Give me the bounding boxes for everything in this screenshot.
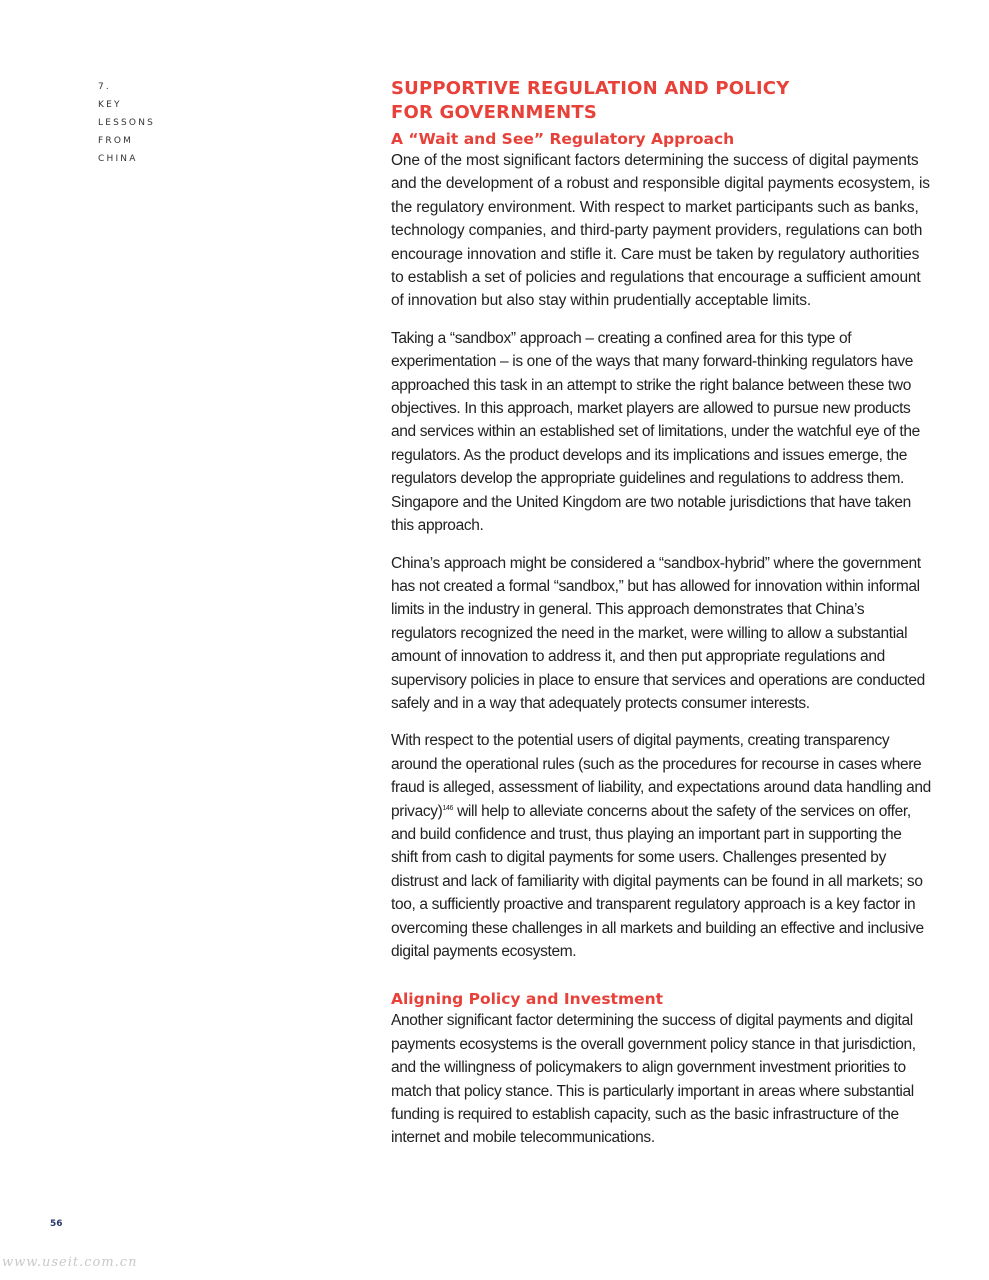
paragraph-text-start: With respect to the potential users of digital payments, creating transparency around the operational rules (such as the procedures for recourse in cases where fraud is alleged, assessment of liability, and expectations around data handling and privacy) [391,732,931,820]
chapter-word-lessons: LESSONS [98,118,156,128]
chapter-word-key: KEY [98,100,122,110]
section-title-line-1: SUPPORTIVE REGULATION AND POLICY [391,78,790,99]
paragraph: China’s approach might be considered a “sandbox-hybrid” where the government has not created a formal “sandbox,” but has allowed for innovation within informal limits in the industry in general. This approach demonstrates that China’s regulators recognized the need in the market, were willing to allow a substantial amount of innovation to address it, and then put appropriate regulations and supervisory policies in place to ensure that services and operations are conducted safely and in a way that adequately protects consumer interests. [391,554,925,712]
subheading-aligning-policy: Aligning Policy and Investment [391,990,664,1009]
section-title-line-2: FOR GOVERNMENTS [391,102,597,123]
chapter-word-china: CHINA [98,154,138,164]
chapter-word-from: FROM [98,136,134,146]
page-number: 56 [50,1219,63,1229]
paragraph: Taking a “sandbox” approach – creating a confined area for this type of experimentation – is one of the ways that many forward-thinking regulators have approached this task in an attempt to strike the right balance between these two objectives. In this approach, market players are allowed to pursue new products and services within an established set of limitations, under the watchful eye of the regulators. As the product develops and its implications and issues emerge, the regulators develop the appropriate guidelines and regulations to address them. Singapore and the United Kingdom are two notable jurisdictions that have taken this approach. [391,329,920,535]
section-title [391,77,931,125]
main-content [391,77,931,1164]
paragraph: One of the most significant factors determining the success of digital payments and the development of a robust and responsible digital payments ecosystem, is the regulatory environment. With respect to market participants such as banks, technology companies, and third-party payment providers, regulations can both encourage innovation and stifle it. Care must be taken by regulatory authorities to establish a set of policies and regulations that encourage a sufficient amount of innovation but also stay within prudentially acceptable limits. [391,152,930,310]
paragraph-text-end: will help to alleviate concerns about the safety of the services on offer, and build confidence and trust, thus playing an important part in supporting the shift from cash to digital payments for some users. Challenges presented by distrust and lack of familiarity with digital payments can be found in all markets; so too, a sufficiently proactive and transparent regulatory approach is a key factor in overcoming these challenges in all markets and building an effective and inclusive digital payments ecosystem. [391,802,924,960]
chapter-number: 7. [98,82,111,92]
chapter-label [98,78,155,168]
subheading-wait-and-see: A “Wait and See” Regulatory Approach [391,130,735,148]
paragraph: Another significant factor determining the success of digital payments and digital payments ecosystems is the overall government policy stance in that jurisdiction, and the willingness of policymakers to align government investment priorities to match that policy stance. This is particularly important in areas where substantial funding is required to establish capacity, such as the basic infrastructure of the internet and mobile telecommunications. [391,1012,916,1147]
paragraph [391,729,931,963]
watermark: www.useit.com.cn [2,1255,138,1270]
footnote-reference[interactable]: 146 [442,804,454,812]
